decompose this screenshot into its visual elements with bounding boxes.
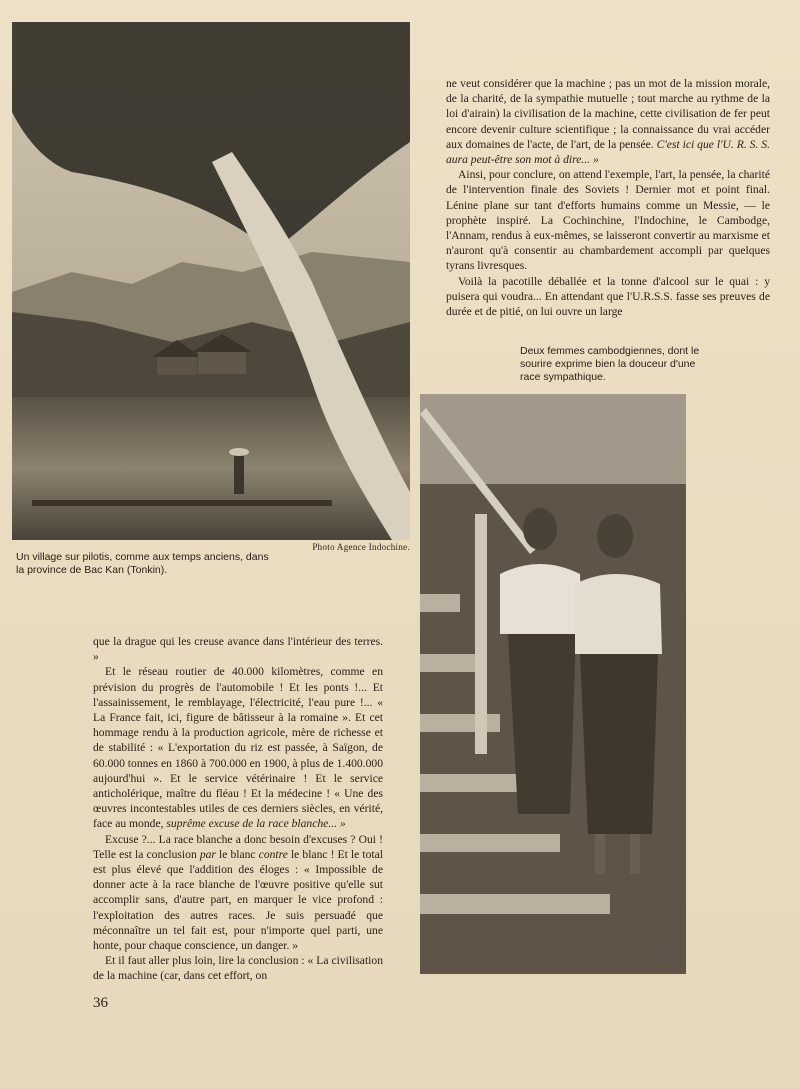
paragraph: que la drague qui les creuse avance dans l'intérieur des terres. » — [93, 635, 383, 664]
italic-text: par — [199, 847, 216, 861]
village-photo — [12, 22, 410, 540]
left-text-column — [93, 634, 383, 984]
paragraph — [93, 832, 383, 954]
paragraph-text: Et le réseau routier de 40.000 kilomètres, comme en prévision du progrès de l'automobile ! Et les ponts !... Et l'assainissement, le remblayage, l'électricité, l'eau pure !... « La France fait, ici, figure de bâtisseur à la romaine ». Et cet hommage rendu à la production agricole, mère de richesse et de stabilité : « L'exportation du riz est passée, à Saïgon, de 60.000 tonnes en 1860 à 700.000 en 1900, à plus de 1.400.000 aujourd'hui ». Et le service vétérinaire ! Et le service anticholérique, maître du fléau ! Et la médecine ! « Une des œuvres incontestables utiles de ces derniers siècles, en vérité, face au monde, — [93, 665, 383, 831]
women-photo-caption: Deux femmes cambodgiennes, dont le sourire exprime bien la douceur d'une race sympathique. — [520, 345, 700, 383]
page-number: 36 — [93, 995, 108, 1011]
photo-credit: Photo Agence Indochine. — [312, 542, 410, 552]
paragraph — [93, 664, 383, 831]
paragraph: Voilà la pacotille déballée et la tonne d'alcool sur le quai : y puisera qui voudra... En attendant que l'U.R.S.S. fasse ses preuves de durée et de pitié, on lui ouvre un large — [446, 274, 770, 319]
paragraph-text: Excuse ?... La race blanche a donc besoin d'excuses ? Oui ! Telle est la conclusion — [93, 832, 383, 861]
village-photo-caption: Un village sur pilotis, comme aux temps anciens, dans la province de Bac Kan (Tonkin). — [16, 551, 269, 576]
paragraph: Ainsi, pour conclure, on attend l'exemple, l'art, la pensée, la charité de l'intervention finale des Soviets ! Dernier mot et point final. Lénine plane sur tant d'efforts humains comme un Messie, — le prophète inspiré. La Cochinchine, l'Indochine, le Cambodge, l'Annam, rendus à eux-mêmes, se laisseront convertir au marxisme et n'auront qu'à consentir au chambardement accompli par quelques tyrans livresques. — [446, 168, 770, 273]
women-photo-image — [420, 394, 686, 974]
italic-text: suprême excuse de la race blanche... » — [166, 817, 346, 831]
paragraph: Et il faut aller plus loin, lire la conclusion : « La civilisation de la machine (car, dans cet effort, on — [93, 954, 383, 983]
right-text-column — [446, 76, 770, 319]
italic-text: contre — [258, 847, 288, 861]
italic-text: C'est ici que l'U. R. S. S. aura peut-être son mot à dire... » — [446, 137, 771, 167]
paragraph-text: ne veut considérer que la machine ; pas un mot de la mission morale, de la charité, de la sympathie mutuelle ; tout marche au rythme de la loi d'airain) la civilisation de la machine, cette civilisation de fer peut encore devenir culture scientifique ; la connaissance du vrai accéder aux domaines de l'acte, de l'art, de la pensée. — [446, 77, 770, 151]
paragraph-text: le blanc ! Et le total est plus élevé que l'addition des éloges : « Impossible de donner acte à la race blanche de l'œuvre positive qu'elle sut accomplir sans, d'autre part, en marquer le vice profond : l'exploitation des autres races. Je suis persuadé que méconnaître un tel fait est, pour n'importe quel parti, une honte, pour chaque conscience, un danger. » — [93, 847, 383, 953]
village-photo-image — [12, 22, 410, 540]
paragraph — [446, 76, 770, 167]
paragraph-text: le blanc — [215, 847, 259, 861]
women-photo — [420, 394, 686, 974]
